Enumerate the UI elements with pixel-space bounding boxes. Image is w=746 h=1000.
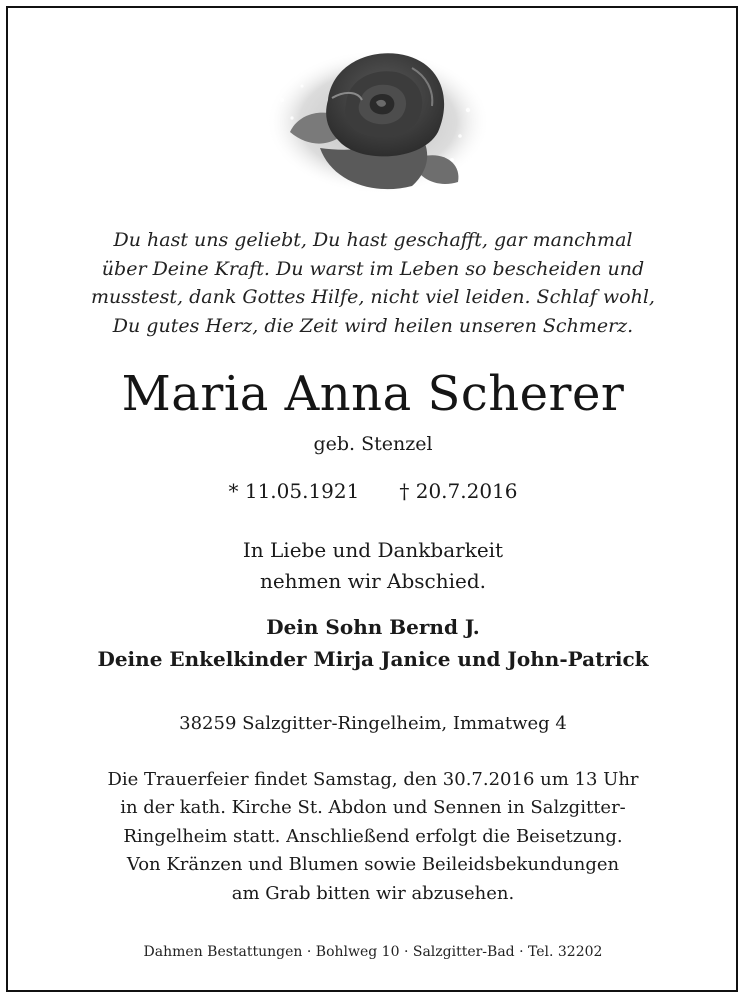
ceremony-line: am Grab bitten wir abzusehen. — [231, 882, 515, 904]
farewell-line: nehmen wir Abschied. — [259, 569, 487, 593]
poem-line: Du hast uns geliebt, Du hast geschafft, gar manchmal — [113, 229, 633, 251]
ceremony-info — [20, 766, 726, 908]
mourner-line: Deine Enkelkinder Mirja Janice und John-Patrick — [97, 647, 649, 671]
poem — [40, 226, 706, 340]
birth-date: * 11.05.1921 — [228, 479, 360, 503]
address: 38259 Salzgitter-Ringelheim, Immatweg 4 — [179, 713, 567, 734]
death-date: † 20.7.2016 — [399, 479, 518, 503]
ceremony-line: Von Kränzen und Blumen sowie Beileidsbekundungen — [126, 854, 620, 876]
farewell-text — [20, 535, 726, 597]
mourner-line: Dein Sohn Bernd J. — [266, 615, 480, 639]
poem-line: musstest, dank Gottes Hilfe, nicht viel leiden. Schlaf wohl, — [91, 286, 655, 308]
deceased-name: Maria Anna Scherer — [121, 366, 625, 422]
life-dates — [20, 476, 726, 506]
poem-line: über Deine Kraft. Du warst im Leben so bescheiden und — [101, 257, 645, 280]
maiden-name: geb. Stenzel — [313, 433, 433, 455]
funeral-home-footer: Dahmen Bestattungen · Bohlweg 10 · Salzgitter-Bad · Tel. 32202 — [143, 944, 603, 960]
ceremony-line: Ringelheim statt. Anschließend erfolgt die Beisetzung. — [123, 825, 623, 847]
ceremony-line: Die Trauerfeier findet Samstag, den 30.7.2016 um 13 Uhr — [107, 769, 639, 790]
ceremony-line: in der kath. Kirche St. Abdon und Sennen in Salzgitter- — [120, 797, 626, 819]
farewell-line: In Liebe und Dankbarkeit — [242, 538, 504, 562]
poem-line: Du gutes Herz, die Zeit wird heilen unseren Schmerz. — [112, 314, 634, 337]
mourners — [20, 611, 726, 675]
rose-icon — [262, 40, 494, 200]
